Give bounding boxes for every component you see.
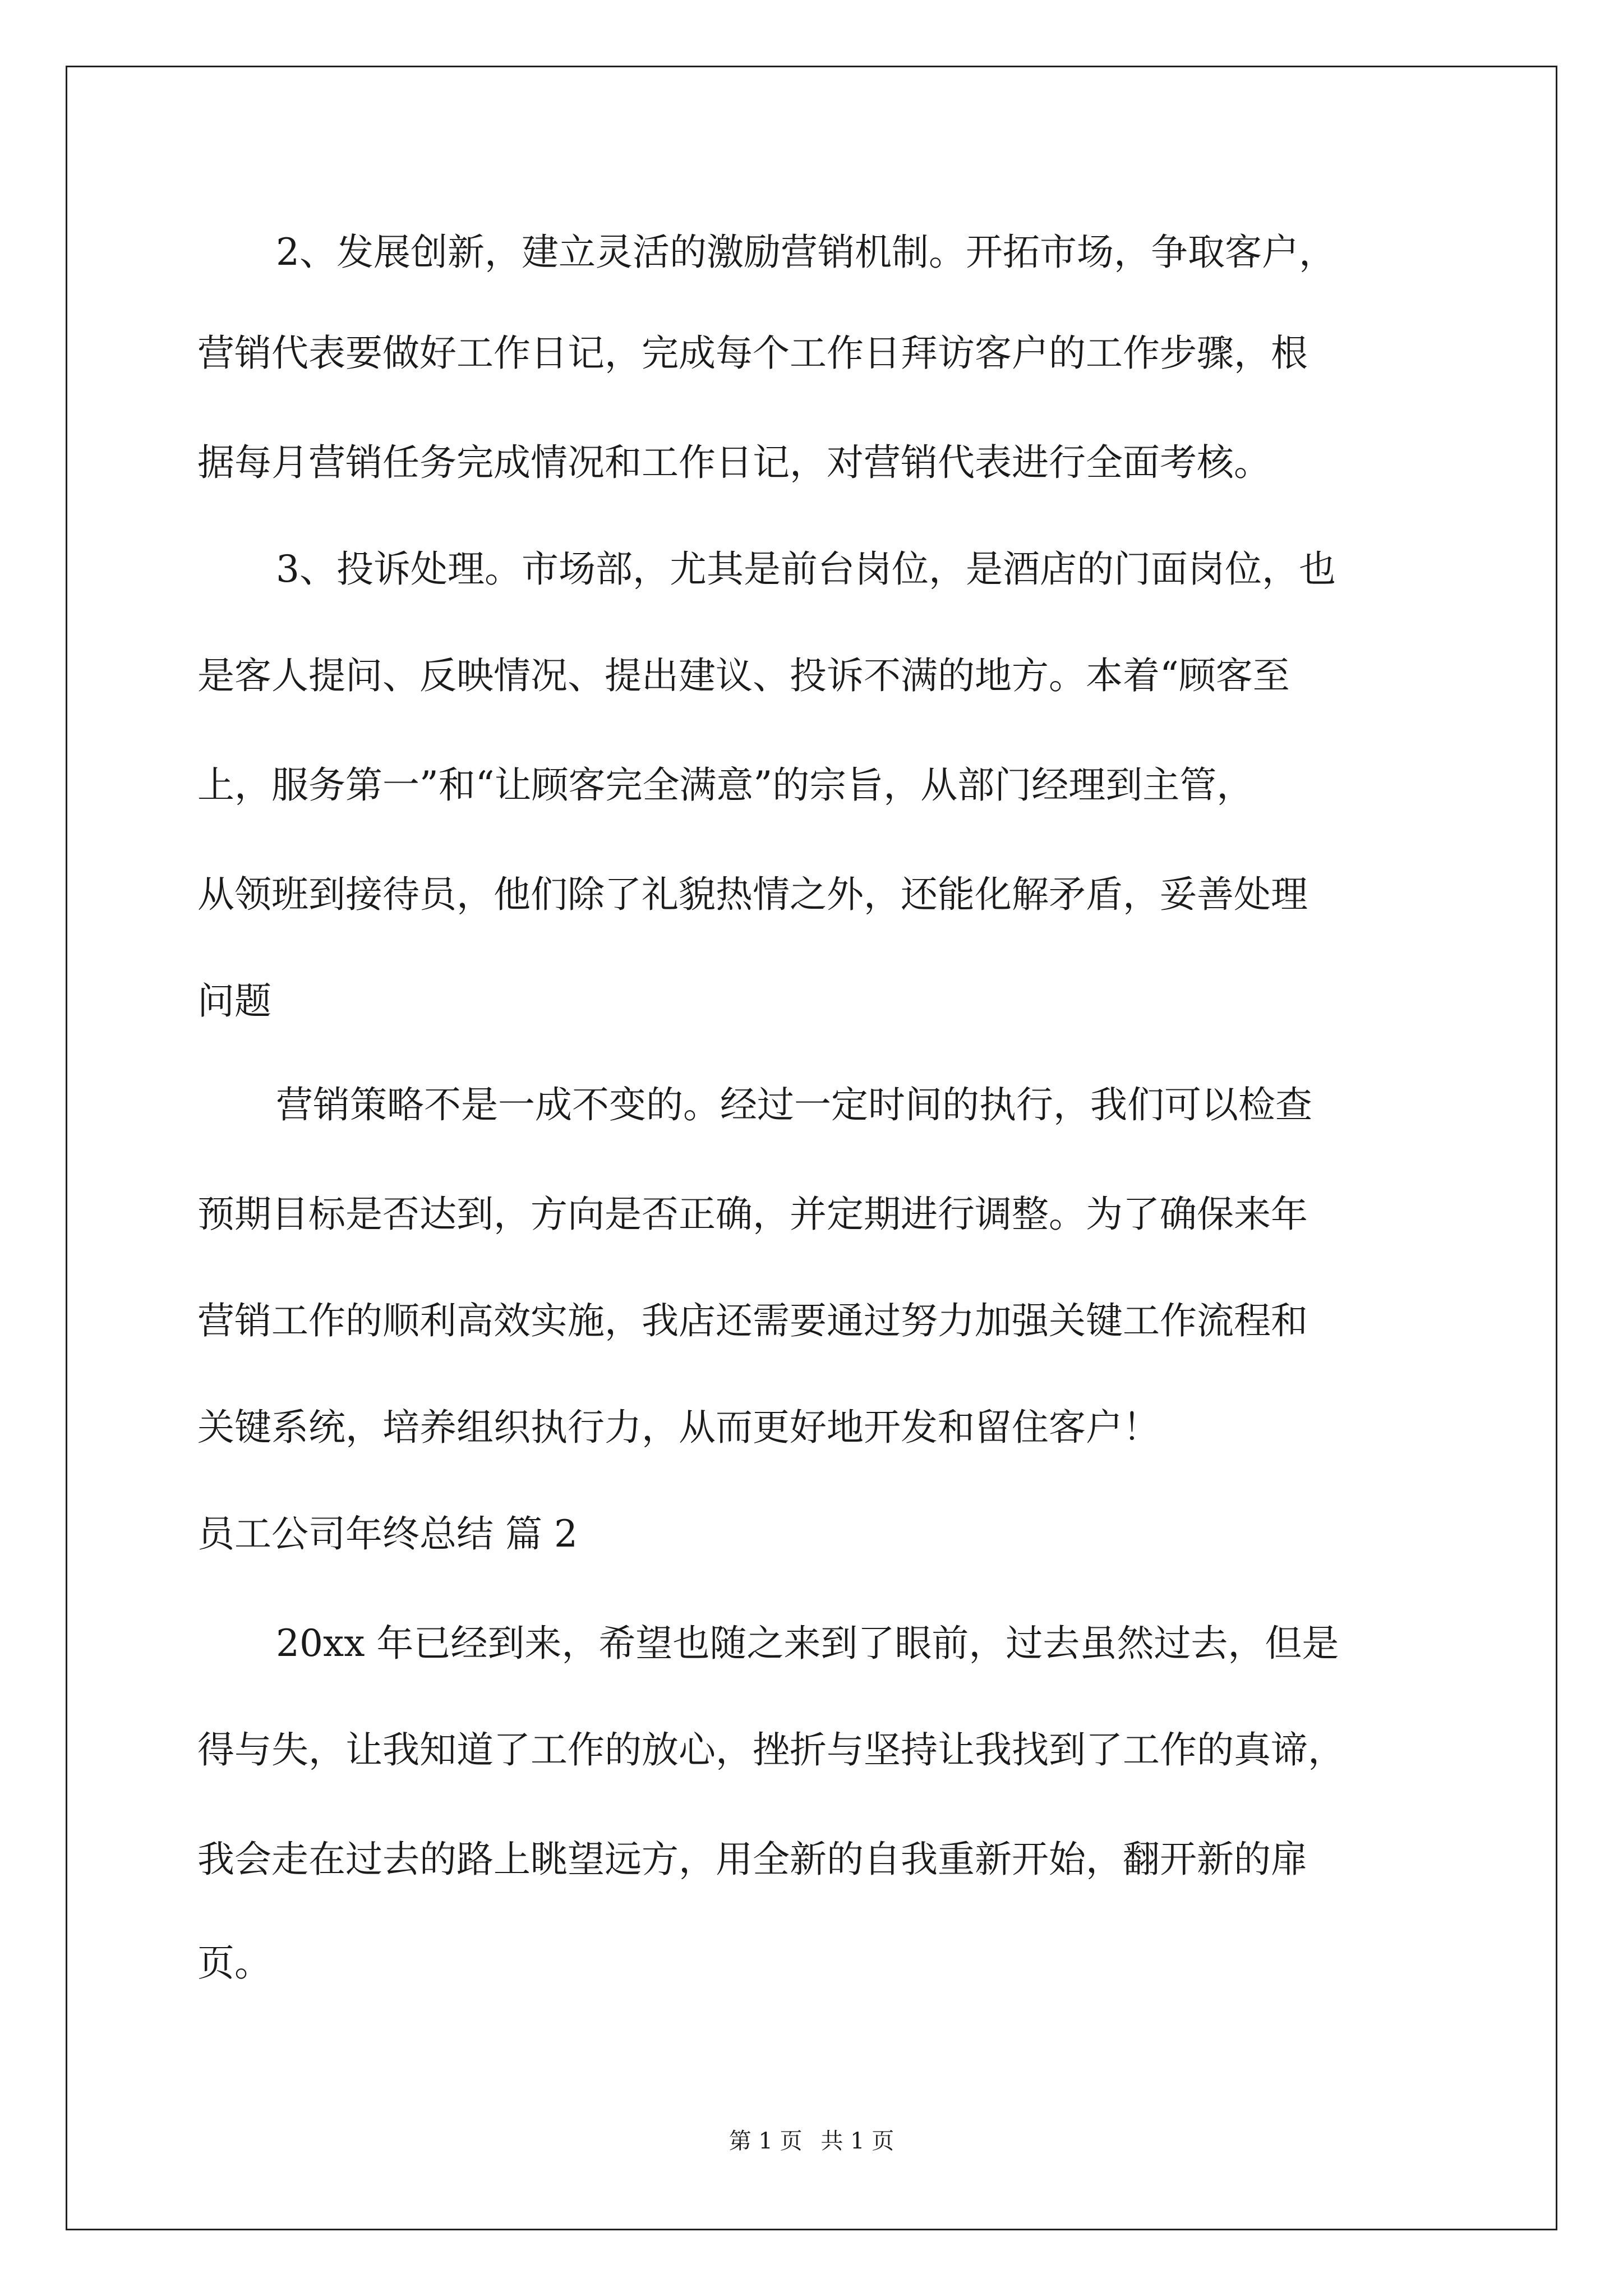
paragraph-summary-line-1: 20xx 年已经到来，希望也随之来到了眼前，过去虽然过去，但是	[276, 1622, 1339, 1665]
paragraph-summary-line-4: 页。	[197, 1941, 271, 1985]
page-border	[66, 66, 1557, 2230]
paragraph-3-line-2: 是客人提问、反映情况、提出建议、投诉不满的地方。本着“顾客至	[197, 654, 1290, 697]
page-number-current: 第 1 页	[728, 2128, 803, 2154]
paragraph-strategy-line-4: 关键系统，培养组织执行力，从而更好地开发和留住客户！	[197, 1406, 1160, 1449]
paragraph-2-line-1: 2、发展创新，建立灵活的激励营销机制。开拓市场，争取客户，	[276, 231, 1336, 274]
paragraph-2-line-2: 营销代表要做好工作日记，完成每个工作日拜访客户的工作步骤，根	[197, 332, 1308, 375]
paragraph-3-line-4: 从领班到接待员，他们除了礼貌热情之外，还能化解矛盾，妥善处理	[197, 873, 1308, 916]
paragraph-summary-line-2: 得与失，让我知道了工作的放心，挫折与坚持让我找到了工作的真谛，	[197, 1728, 1345, 1772]
paragraph-strategy-line-2: 预期目标是否达到，方向是否正确，并定期进行调整。为了确保来年	[197, 1193, 1308, 1236]
paragraph-strategy-line-1: 营销策略不是一成不变的。经过一定时间的执行，我们可以检查	[276, 1083, 1312, 1126]
paragraph-3-line-3: 上，服务第一”和“让顾客完全满意”的宗旨，从部门经理到主管，	[197, 763, 1254, 807]
paragraph-strategy-line-3: 营销工作的顺利高效实施，我店还需要通过努力加强关键工作流程和	[197, 1299, 1308, 1342]
page-footer	[0, 2124, 1623, 2158]
page-number-total: 共 1 页	[820, 2128, 895, 2154]
section-heading: 员工公司年终总结 篇 2	[197, 1512, 578, 1556]
paragraph-3-line-1: 3、投诉处理。市场部，尤其是前台岗位，是酒店的门面岗位，也	[276, 547, 1336, 591]
paragraph-summary-line-3: 我会走在过去的路上眺望远方，用全新的自我重新开始，翻开新的扉	[197, 1838, 1308, 1881]
paragraph-3-line-5: 问题	[197, 979, 271, 1023]
paragraph-2-line-3: 据每月营销任务完成情况和工作日记，对营销代表进行全面考核。	[197, 441, 1271, 484]
